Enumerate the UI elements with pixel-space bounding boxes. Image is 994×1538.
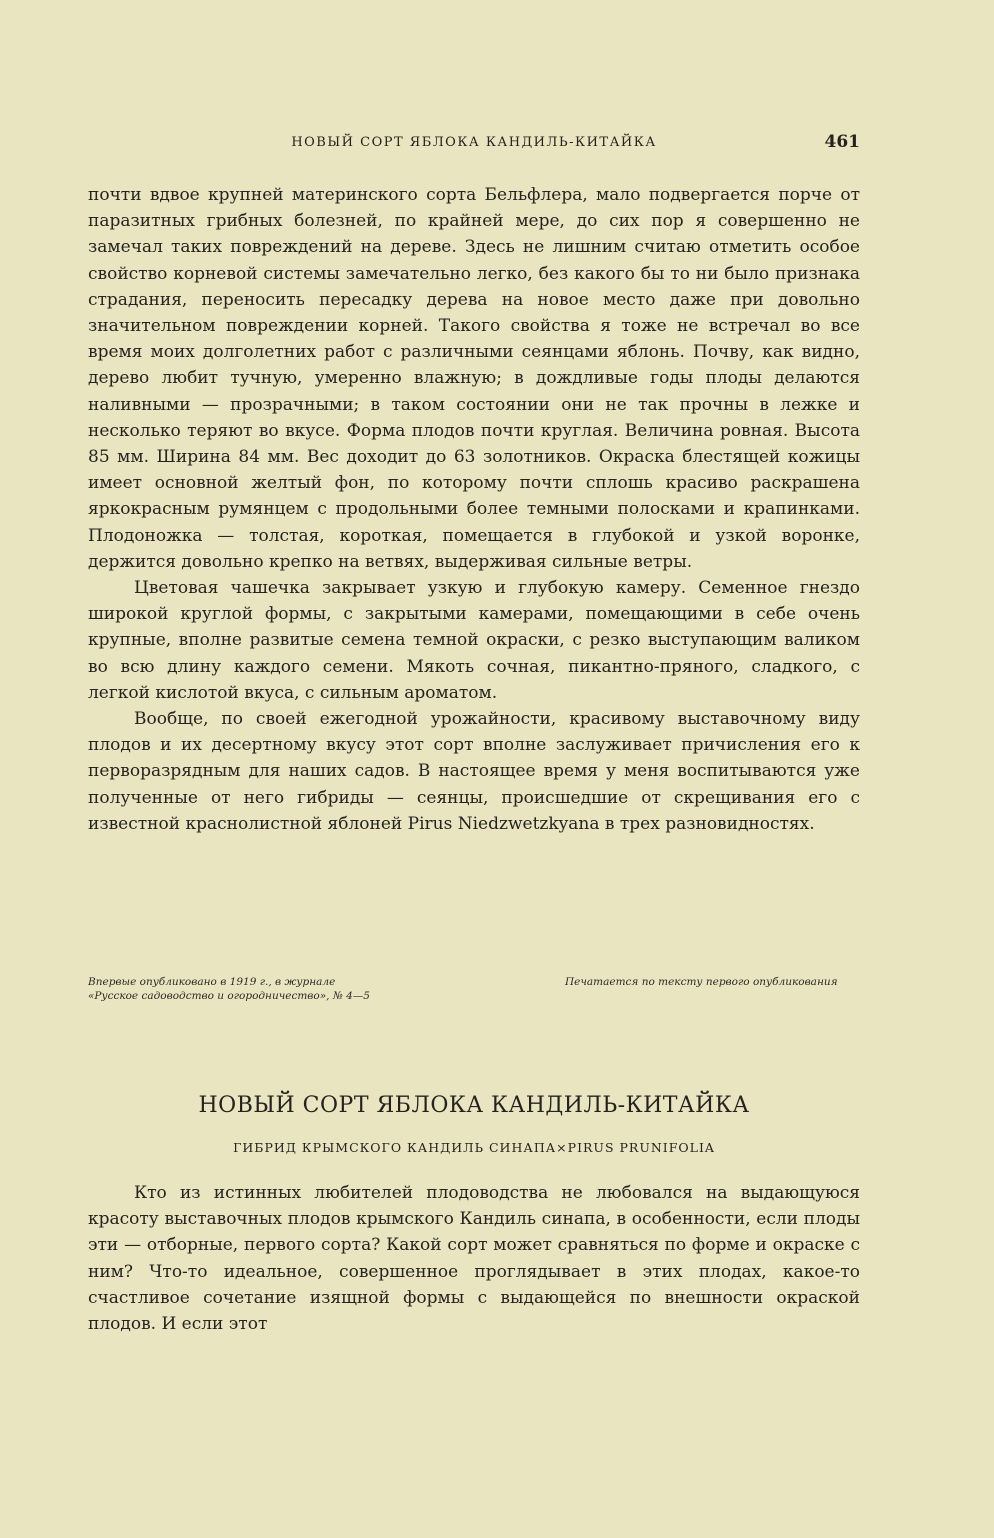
running-title: НОВЫЙ СОРТ ЯБЛОКА КАНДИЛЬ-КИТАЙКА: [291, 135, 657, 150]
paragraph: Вообще, по своей ежегодной урожайности, красивому выставочному виду плодов и их десертному вкусу этот сорт вполне заслуживает причисления его к перворазрядным для наших садов. В настоящее время у меня воспитываются уже полученные от него гибриды — сеянцы, происшедшие от скрещивания его с известной краснолистной яблоней Pirus Niedzwetzkyana в трех разновидностях.: [88, 709, 860, 834]
article-subtitle: ГИБРИД КРЫМСКОГО КАНДИЛЬ СИНАПА×PIRUS PRUNIFOLIA: [233, 1140, 715, 1155]
article-title: НОВЫЙ СОРТ ЯБЛОКА КАНДИЛЬ-КИТАЙКА: [198, 1093, 750, 1118]
paragraph: почти вдвое крупней материнского сорта Бельфлера, мало подвергается порче от паразитных грибных болезней, по крайней мере, до сих пор я совершенно не замечал таких повреждений на дереве. Здесь не лишним считаю отметить особое свойство корневой системы замечательно легко, без какого бы то ни было признака страдания, переносить пересадку дерева на новое место даже при довольно значительном повреждении корней. Такого свойства я тоже не встречал во все время моих долголетних работ с различными сеянцами яблонь. Почву, как видно, дерево любит тучную, умеренно влажную; в дождливые годы плоды делаются наливными — прозрачными; в таком состоянии они не так прочны в лежке и несколько теряют во вкусе. Форма плодов почти круглая. Величина ровная. Высота 85 мм. Ширина 84 мм. Вес доходит до 63 золотников. Окраска блестящей кожицы имеет основной желтый фон, по которому почти сплошь красиво раскрашена яркокрасным румянцем с продольными более темными полосками и крапинками. Плодоножка — толстая, короткая, помещается в глубокой и узкой воронке, держится довольно крепко на ветвях, выдерживая сильные ветры.: [88, 185, 860, 572]
publication-note-right: Печатается по тексту первого опубликования: [565, 976, 838, 988]
paragraph: Цветовая чашечка закрывает узкую и глубокую камеру. Семенное гнездо широкой круглой формы, с закрытыми камерами, помещающими в себе очень крупные, вполне развитые семена темной окраски, с резко выступающим валиком во всю длину каждого семени. Мякоть сочная, пикантно-пряного, сладкого, с легкой кислотой вкуса, с сильным ароматом.: [88, 578, 860, 703]
page-number: 461: [824, 132, 860, 152]
paragraph: Кто из истинных любителей плодоводства не любовался на выдающуюся красоту выставочных плодов крымского Кандиль синапа, в особенности, если плоды эти — отборные, первого сорта? Какой сорт может сравняться по форме и окраске с ним? Что-то идеальное, совершенное проглядывает в этих плодах, какое-то счастливое сочетание изящной формы с выдающейся по внешности окраской плодов. И если этот: [88, 1183, 860, 1335]
publication-note-left: Впервые опубликовано в 1919 г., в журнале «Русское садоводство и огородничество», № 4—5: [88, 976, 370, 1002]
running-header: [88, 132, 860, 157]
new-article-text: [88, 1180, 860, 1337]
previous-article-text: [88, 182, 860, 837]
